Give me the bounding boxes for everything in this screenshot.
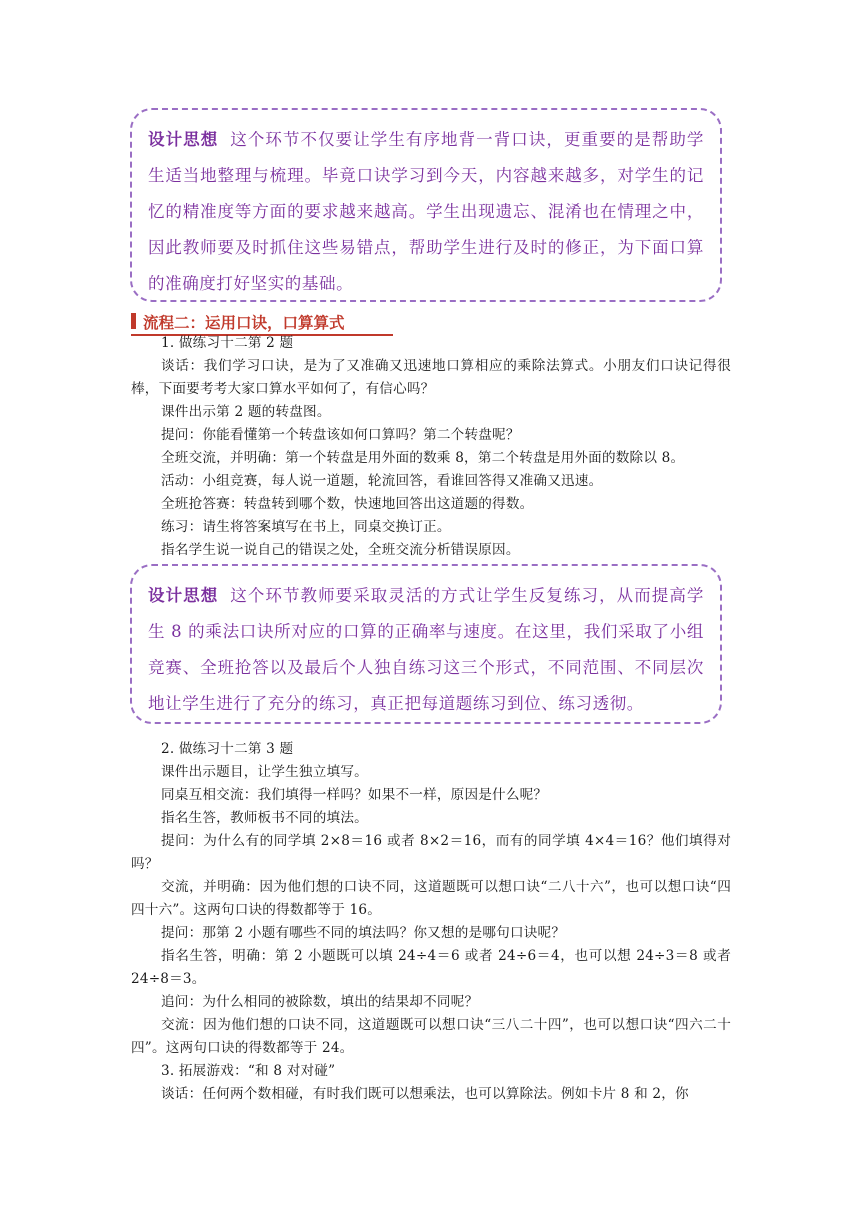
design-idea-box-2 bbox=[130, 564, 722, 724]
design-idea-text: 这个环节不仅要让学生有序地背一背口诀，更重要的是帮助学生适当地整理与梳理。毕竟口诀学习到今天，内容越来越多，对学生的记忆的精准度等方面的要求越来越高。学生出现遗忘、混淆也在情理之中，因此教师要及时抓住这些易错点，帮助学生进行及时的修正，为下面口算的准确度打好坚实的基础。 bbox=[148, 130, 705, 293]
design-idea-label: 设计思想 bbox=[148, 130, 219, 149]
section-marker-bar bbox=[131, 313, 136, 329]
paragraph: 追问：为什么相同的被除数，填出的结果却不同呢？ bbox=[161, 994, 479, 1010]
paragraph: 指名学生说一说自己的错误之处，全班交流分析错误原因。 bbox=[161, 542, 520, 558]
paragraph: 课件出示题目，让学生独立填写。 bbox=[161, 764, 368, 780]
design-idea-label: 设计思想 bbox=[148, 586, 219, 605]
paragraph: 同桌互相交流：我们填得一样吗？如果不一样，原因是什么呢？ bbox=[161, 787, 548, 803]
paragraph: 课件出示第 2 题的转盘图。 bbox=[161, 404, 331, 420]
paragraph: 2. 做练习十二第 3 题 bbox=[161, 741, 294, 757]
paragraph: 交流：因为他们想的口诀不同，这道题既可以想口诀“三八二十四”，也可以想口诀“四六二十四”。这两句口诀的得数都等于 24。 bbox=[131, 1017, 731, 1056]
design-idea-box-1 bbox=[130, 108, 722, 302]
paragraph: 提问：那第 2 小题有哪些不同的填法吗？你又想的是哪句口诀呢？ bbox=[161, 925, 566, 941]
paragraph: 指名生答，教师板书不同的填法。 bbox=[161, 810, 368, 826]
paragraph: 谈话：任何两个数相碰，有时我们既可以想乘法，也可以算除法。例如卡片 8 和 2，你 bbox=[161, 1086, 689, 1102]
paragraph: 指名生答，明确：第 2 小题既可以填 24÷4＝6 或者 24÷6＝4，也可以想 24÷3＝8 或者 24÷8＝3。 bbox=[131, 948, 731, 987]
paragraph: 全班抢答赛：转盘转到哪个数，快速地回答出这道题的得数。 bbox=[161, 496, 534, 512]
paragraph: 3. 拓展游戏：“和 8 对对碰” bbox=[161, 1063, 336, 1079]
paragraph: 提问：你能看懂第一个转盘该如何口算吗？第二个转盘呢？ bbox=[161, 427, 520, 443]
paragraph: 提问：为什么有的同学填 2×8＝16 或者 8×2＝16，而有的同学填 4×4＝16？他们填得对吗？ bbox=[131, 833, 731, 872]
paragraph: 练习：请生将答案填写在书上，同桌交换订正。 bbox=[161, 519, 451, 535]
section-title: 流程二：运用口诀，口算算式 bbox=[131, 311, 393, 336]
paragraph: 1. 做练习十二第 2 题 bbox=[161, 335, 294, 351]
paragraph: 谈话：我们学习口诀，是为了又准确又迅速地口算相应的乘除法算式。小朋友们口诀记得很棒，下面要考考大家口算水平如何了，有信心吗？ bbox=[131, 358, 731, 397]
paragraph: 全班交流，并明确：第一个转盘是用外面的数乘 8，第二个转盘是用外面的数除以 8。 bbox=[161, 450, 685, 466]
design-idea-text: 这个环节教师要采取灵活的方式让学生反复练习，从而提高学生 8 的乘法口诀所对应的口算的正确率与速度。在这里，我们采取了小组竞赛、全班抢答以及最后个人独自练习这三个形式，不同范围、不同层次地让学生进行了充分的练习，真正把每道题练习到位、练习透彻。 bbox=[148, 586, 705, 713]
paragraph: 交流，并明确：因为他们想的口诀不同，这道题既可以想口诀“二八十六”，也可以想口诀“四四十六”。这两句口诀的得数都等于 16。 bbox=[131, 879, 731, 918]
paragraph: 活动：小组竞赛，每人说一道题，轮流回答，看谁回答得又准确又迅速。 bbox=[161, 473, 603, 489]
